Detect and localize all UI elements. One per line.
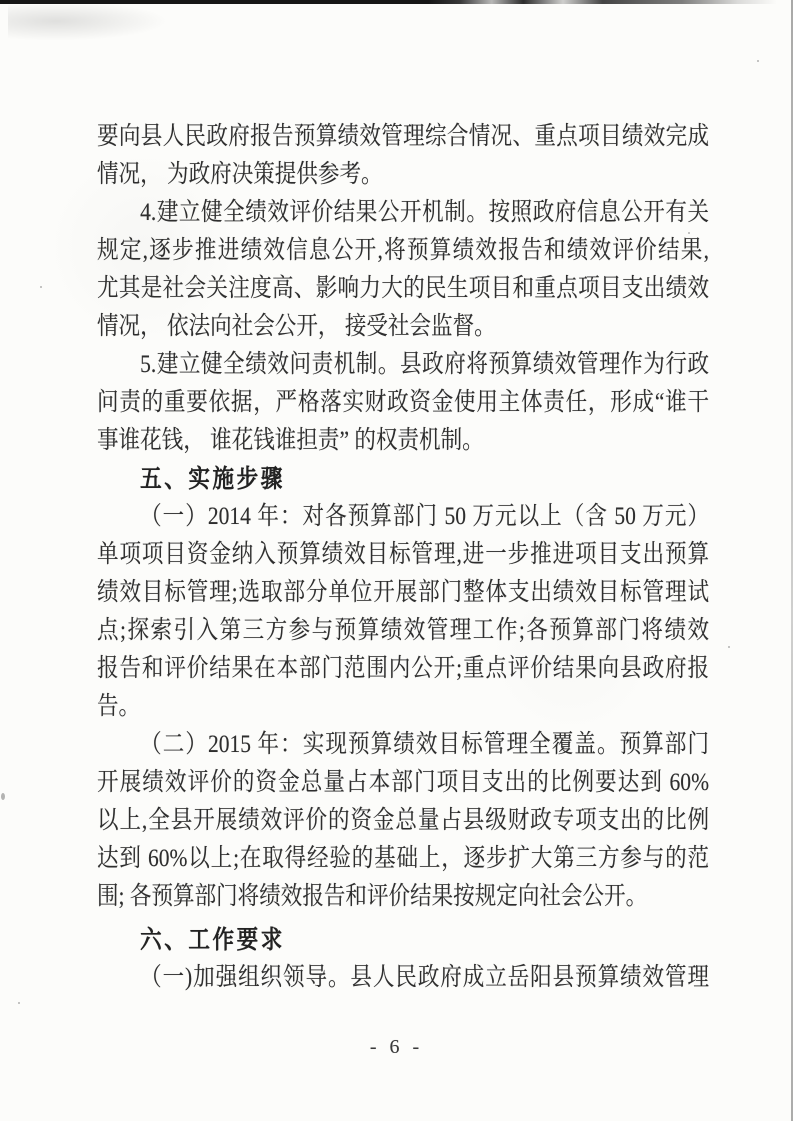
- text-line: 要向县人民政府报告预算绩效管理综合情况、重点项目绩效完成: [97, 123, 710, 150]
- text-line: 开展绩效评价的资金总量占本部门项目支出的比例要达到 60%: [97, 769, 710, 796]
- document-body: [97, 118, 709, 997]
- scan-speck: [728, 646, 730, 648]
- text-line: 点;探索引入第三方参与预算绩效管理工作;各预算部门将绩效: [97, 617, 710, 644]
- section-heading: 五、实施步骤: [140, 465, 285, 493]
- scan-speck: [1, 793, 5, 800]
- text-line: 规定,逐步推进绩效信息公开,将预算绩效报告和绩效评价结果,: [97, 237, 710, 264]
- text-line: （一）2014 年：对各预算部门 50 万元以上（含 50 万元）: [140, 503, 710, 530]
- text-line: 情况， 为政府决策提供参考。: [97, 161, 383, 188]
- text-line: 单项项目资金纳入预算绩效目标管理,进一步推进项目支出预算: [97, 541, 710, 568]
- text-line: 情况， 依法向社会公开， 接受社会监督。: [97, 313, 496, 340]
- text-line: 5.建立健全绩效问责机制。县政府将预算绩效管理作为行政: [140, 351, 710, 378]
- text-line: 尤其是社会关注度高、影响力大的民生项目和重点项目支出绩效: [97, 275, 710, 302]
- scan-speck: [757, 60, 759, 62]
- scan-artifact-top-edge: [0, 0, 793, 4]
- scan-smudge: [8, 5, 168, 41]
- page-number: - 6 -: [369, 1036, 424, 1058]
- text-line: 绩效目标管理;选取部分单位开展部门整体支出绩效目标管理试: [97, 579, 710, 606]
- text-line: 事谁花钱， 谁花钱谁担责” 的权责机制。: [97, 427, 484, 454]
- text-line: （二）2015 年：实现预算绩效目标管理全覆盖。预算部门: [140, 731, 710, 758]
- text-line: （一)加强组织领导。县人民政府成立岳阳县预算绩效管理: [140, 964, 710, 991]
- text-line: 4.建立健全绩效评价结果公开机制。按照政府信息公开有关: [140, 199, 710, 226]
- text-line: 报告和评价结果在本部门范围内公开;重点评价结果向县政府报: [97, 655, 710, 682]
- text-line: 以上,全县开展绩效评价的资金总量占县级财政专项支出的比例: [97, 807, 710, 834]
- text-line: 告。: [97, 693, 141, 720]
- text-line: 问责的重要依据，严格落实财政资金使用主体责任，形成“谁干: [97, 389, 710, 416]
- text-line: 达到 60%以上;在取得经验的基础上，逐步扩大第三方参与的范: [97, 845, 710, 872]
- text-line: 围; 各预算部门将绩效报告和评价结果按规定向社会公开。: [97, 883, 648, 910]
- scan-speck: [40, 286, 42, 288]
- scan-speck: [18, 1002, 20, 1004]
- section-heading: 六、工作要求: [140, 926, 285, 954]
